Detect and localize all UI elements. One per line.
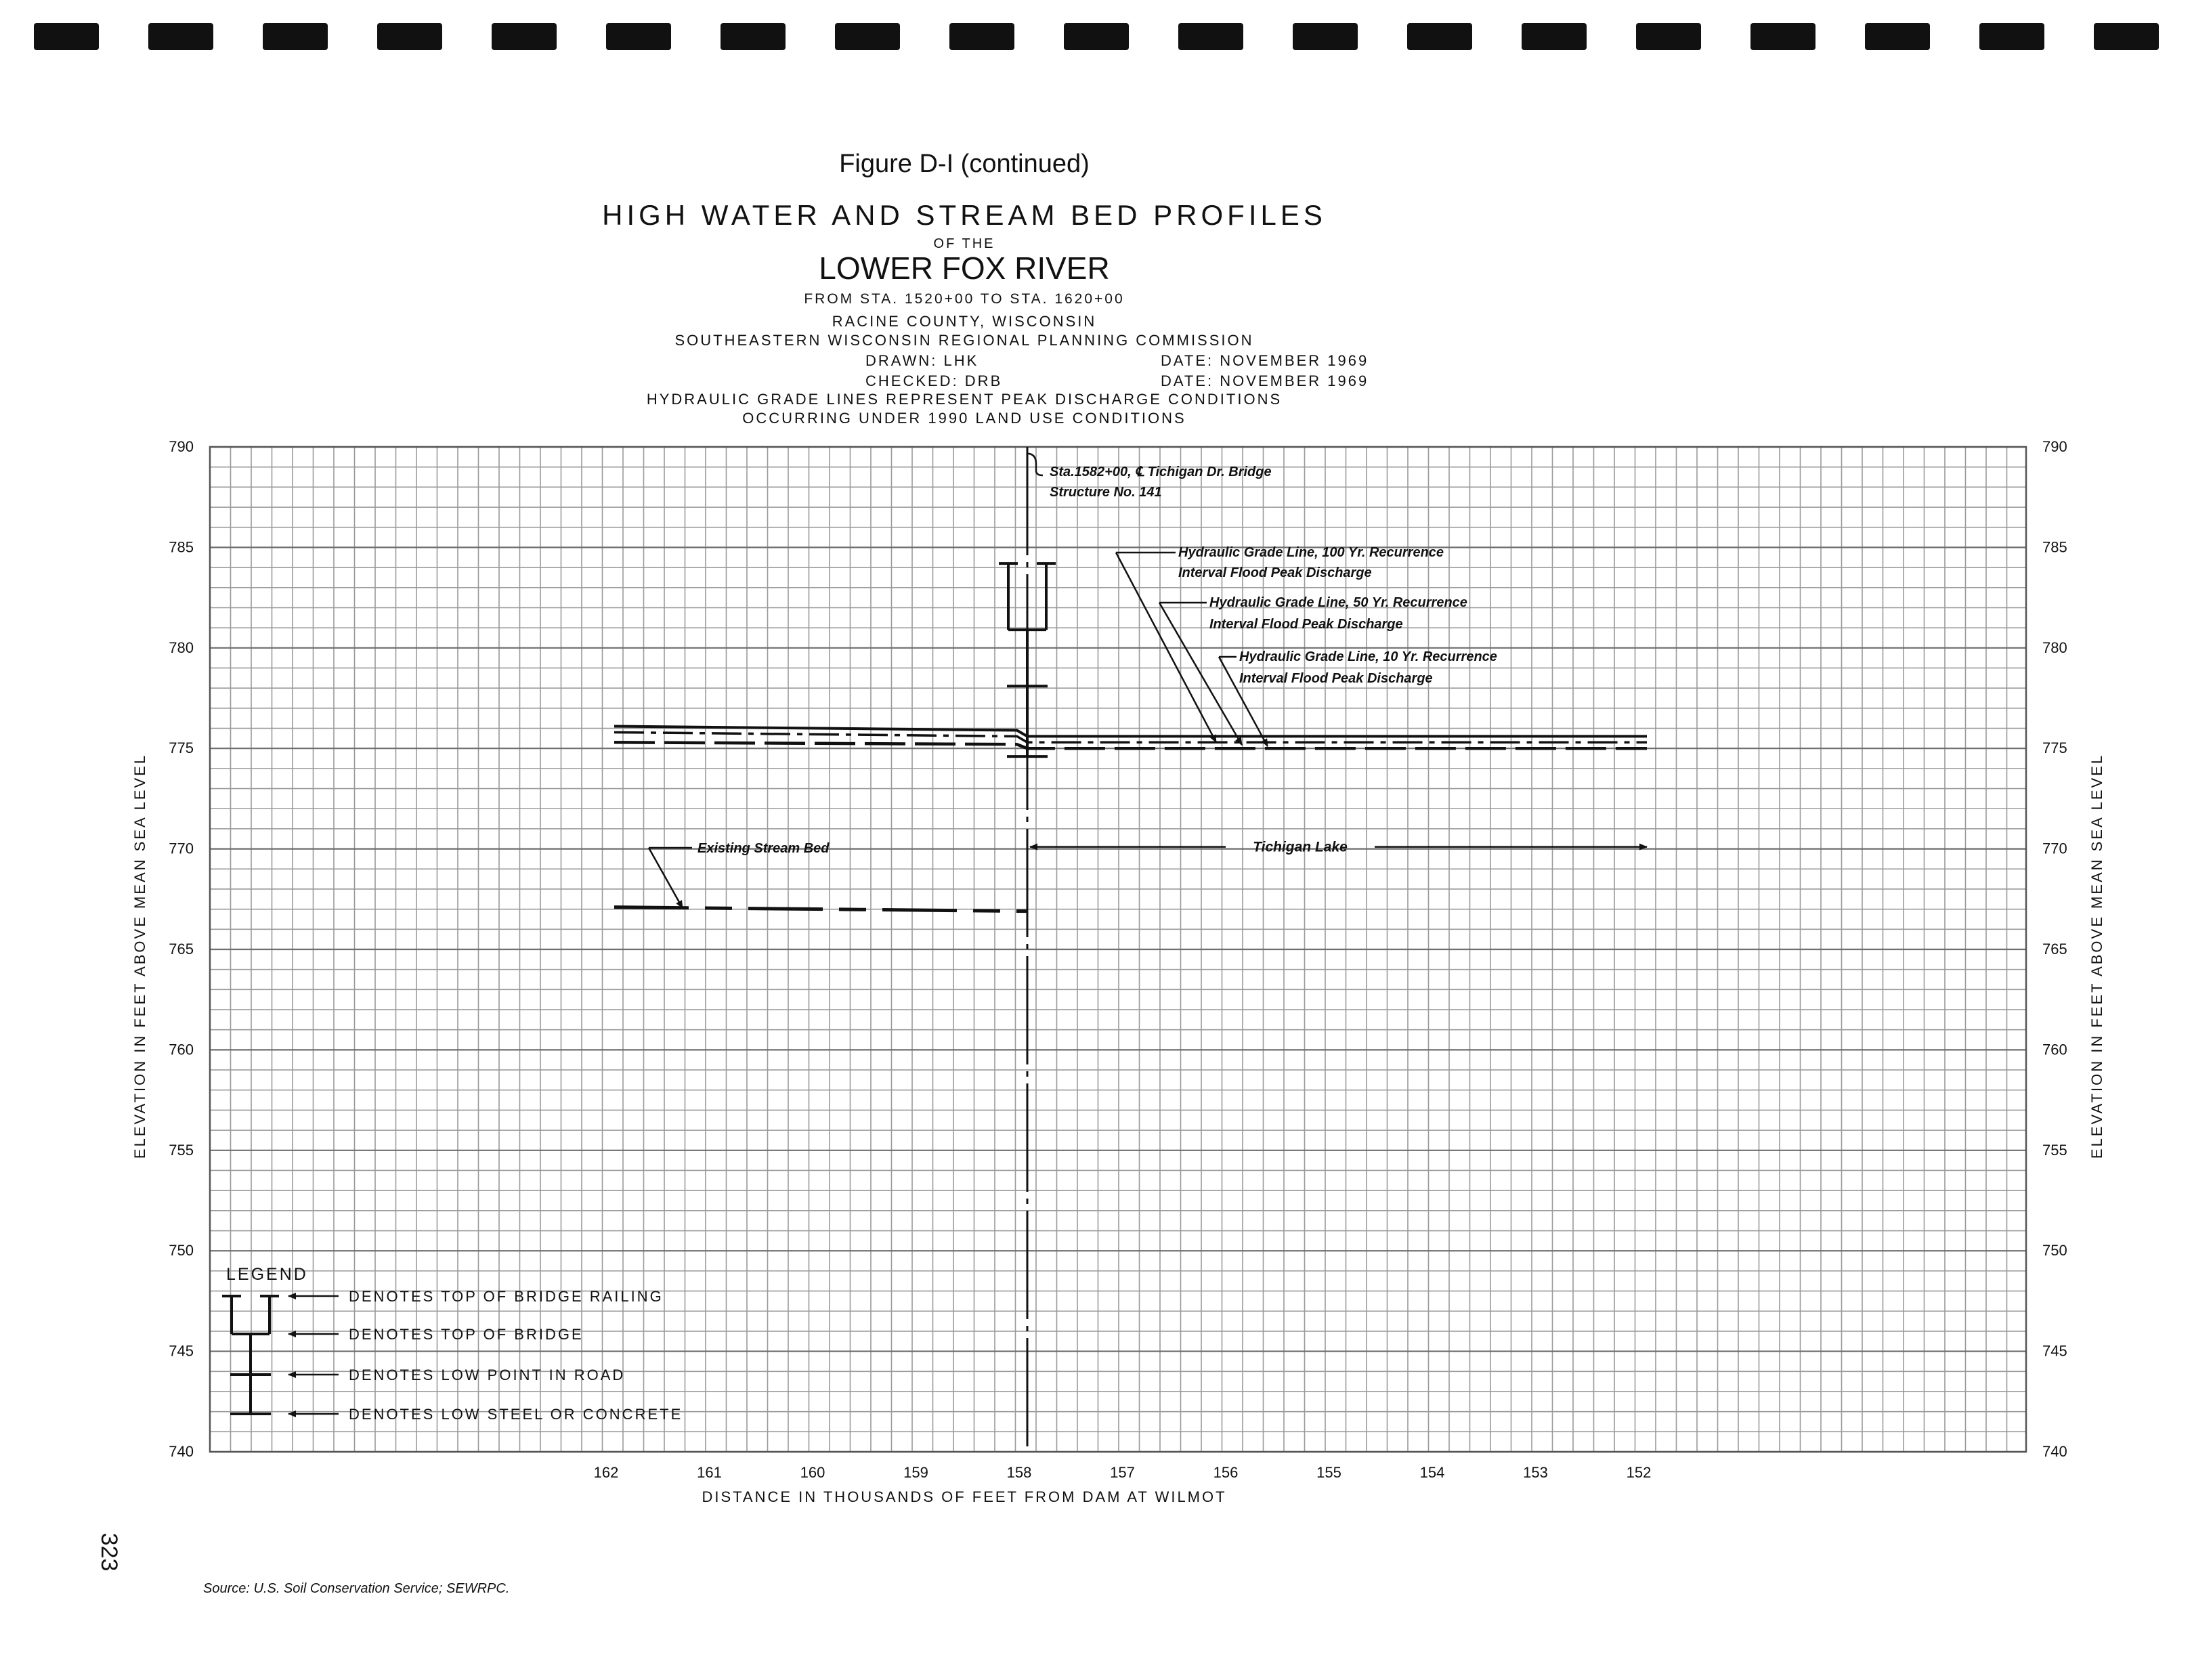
punch-mark — [148, 23, 213, 50]
stream-bed-arrow — [649, 848, 683, 908]
y-tick-label-right: 755 — [2042, 1141, 2067, 1159]
x-tick-label: 155 — [1316, 1464, 1341, 1481]
x-tick-label: 159 — [903, 1464, 928, 1481]
county-label: RACINE COUNTY, WISCONSIN — [832, 313, 1097, 330]
source-note: Source: U.S. Soil Conservation Service; SEWRPC. — [203, 1581, 510, 1596]
punch-mark — [949, 23, 1014, 50]
punch-mark — [34, 23, 99, 50]
note-line-2: OCCURRING UNDER 1990 LAND USE CONDITIONS — [742, 410, 1186, 427]
y-axis-label-left: ELEVATION IN FEET ABOVE MEAN SEA LEVEL — [131, 753, 148, 1159]
y-tick-label-right: 765 — [2042, 941, 2067, 957]
x-tick-label: 156 — [1213, 1464, 1239, 1481]
x-tick-label: 162 — [593, 1464, 619, 1481]
river-name: LOWER FOX RIVER — [819, 251, 1110, 286]
punch-mark — [1293, 23, 1358, 50]
punch-mark — [377, 23, 442, 50]
hgl-10yr-arrow — [1219, 657, 1268, 746]
binder-punch-marks — [34, 23, 2159, 50]
hgl-100yr-label: Hydraulic Grade Line, 100 Yr. Recurrence — [1178, 545, 1444, 560]
punch-mark — [606, 23, 671, 50]
punch-mark — [835, 23, 900, 50]
y-tick-label-right: 745 — [2042, 1342, 2067, 1360]
y-tick-label-right: 740 — [2042, 1443, 2067, 1460]
legend-item-label: DENOTES LOW POINT IN ROAD — [349, 1366, 626, 1383]
drawn-by: DRAWN: LHK — [865, 352, 979, 369]
x-tick-label: 157 — [1110, 1464, 1135, 1481]
punch-mark — [721, 23, 786, 50]
y-tick-label-left: 750 — [169, 1242, 194, 1259]
y-tick-label-left: 785 — [169, 538, 194, 556]
punch-mark — [1064, 23, 1129, 50]
legend — [222, 1265, 683, 1423]
punch-mark — [263, 23, 328, 50]
y-tick-label-left: 760 — [169, 1041, 194, 1058]
x-axis-label: DISTANCE IN THOUSANDS OF FEET FROM DAM AT WILMOT — [702, 1488, 1227, 1505]
y-tick-label-left: 745 — [169, 1342, 194, 1360]
punch-mark — [1750, 23, 1815, 50]
y-axis-label-right: ELEVATION IN FEET ABOVE MEAN SEA LEVEL — [2088, 753, 2105, 1159]
y-tick-label-right: 785 — [2042, 538, 2067, 556]
note-line-1: HYDRAULIC GRADE LINES REPRESENT PEAK DISCHARGE CONDITIONS — [646, 391, 1283, 408]
y-tick-label-left: 765 — [169, 941, 194, 957]
punch-mark — [1979, 23, 2044, 50]
y-tick-label-left: 755 — [169, 1141, 194, 1159]
y-tick-label-left: 790 — [169, 438, 194, 455]
punch-mark — [2094, 23, 2159, 50]
legend-item-label: DENOTES TOP OF BRIDGE — [349, 1326, 584, 1343]
annotations — [649, 454, 1647, 908]
punch-mark — [1522, 23, 1587, 50]
y-tick-label-left: 740 — [169, 1443, 194, 1460]
legend-title: LEGEND — [226, 1265, 308, 1284]
punch-mark — [492, 23, 557, 50]
figure-label: Figure D-I (continued) — [839, 150, 1090, 178]
of-the-label: OF THE — [933, 236, 995, 251]
y-tick-label-left: 775 — [169, 739, 194, 757]
x-tick-label: 161 — [697, 1464, 722, 1481]
station-label: Structure No. 141 — [1050, 485, 1162, 500]
y-tick-label-left: 780 — [169, 639, 194, 656]
x-tick-label: 154 — [1419, 1464, 1445, 1481]
x-tick-label: 152 — [1626, 1464, 1652, 1481]
legend-item-label: DENOTES LOW STEEL OR CONCRETE — [349, 1406, 683, 1423]
y-tick-label-right: 750 — [2042, 1242, 2067, 1259]
legend-item-label: DENOTES TOP OF BRIDGE RAILING — [349, 1288, 664, 1305]
checked-date: DATE: NOVEMBER 1969 — [1161, 372, 1369, 389]
punch-mark — [1407, 23, 1472, 50]
y-tick-label-right: 780 — [2042, 639, 2067, 656]
y-tick-label-left: 770 — [169, 840, 194, 857]
punch-mark — [1865, 23, 1930, 50]
hgl-100yr-label: Interval Flood Peak Discharge — [1178, 565, 1372, 580]
station-label: Sta.1582+00, ℄ Tichigan Dr. Bridge — [1050, 465, 1272, 479]
lake-label: Tichigan Lake — [1253, 839, 1348, 855]
punch-mark — [1636, 23, 1701, 50]
station-leader — [1027, 454, 1043, 475]
axis-ticks — [169, 438, 2067, 1481]
x-tick-label: 158 — [1006, 1464, 1032, 1481]
y-tick-label-right: 770 — [2042, 840, 2067, 857]
hgl-10yr-label: Interval Flood Peak Discharge — [1239, 671, 1433, 686]
hgl-50yr-label: Interval Flood Peak Discharge — [1209, 617, 1403, 632]
y-tick-label-right: 760 — [2042, 1041, 2067, 1058]
hgl-10yr-label: Hydraulic Grade Line, 10 Yr. Recurrence — [1239, 649, 1497, 664]
station-range: FROM STA. 1520+00 TO STA. 1620+00 — [804, 291, 1125, 307]
punch-mark — [1178, 23, 1243, 50]
hgl-50yr-label: Hydraulic Grade Line, 50 Yr. Recurrence — [1209, 595, 1467, 610]
y-tick-label-right: 775 — [2042, 739, 2067, 757]
stream-bed-label: Existing Stream Bed — [697, 841, 830, 856]
y-tick-label-right: 790 — [2042, 438, 2067, 455]
profile-series — [614, 727, 1647, 911]
agency-label: SOUTHEASTERN WISCONSIN REGIONAL PLANNING COMMISSION — [674, 332, 1254, 349]
x-tick-label: 160 — [800, 1464, 825, 1481]
checked-by: CHECKED: DRB — [865, 372, 1003, 389]
page-number: 323 — [96, 1532, 122, 1572]
drawn-date: DATE: NOVEMBER 1969 — [1161, 352, 1369, 369]
x-tick-label: 153 — [1523, 1464, 1548, 1481]
title-block — [602, 150, 1369, 427]
chart-title: HIGH WATER AND STREAM BED PROFILES — [602, 199, 1327, 231]
